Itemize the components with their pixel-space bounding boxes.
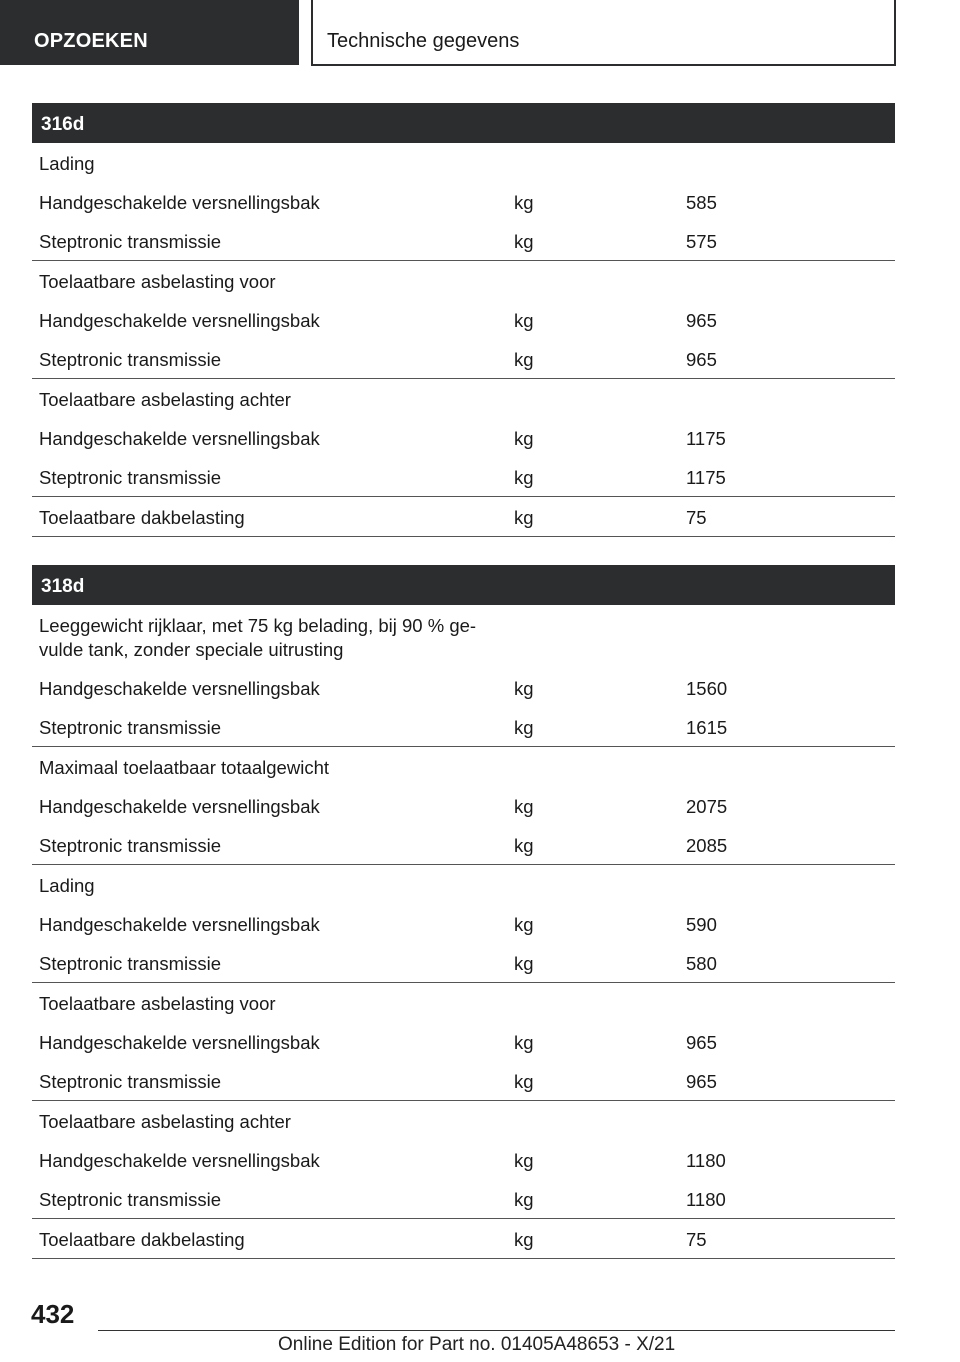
table-row — [32, 707, 895, 746]
row-value: 965 — [686, 1032, 717, 1053]
row-label: Handgeschakelde versnellingsbak — [39, 428, 320, 449]
table-row — [32, 221, 895, 260]
row-label: Toelaatbare dakbelasting — [39, 507, 245, 528]
table-header — [32, 103, 895, 143]
row-value: 965 — [686, 310, 717, 331]
table-row — [32, 983, 895, 1022]
table-row — [32, 1219, 895, 1258]
row-label: Steptronic transmissie — [39, 1071, 221, 1092]
row-value: 75 — [686, 1229, 707, 1250]
table-row — [32, 605, 895, 668]
row-unit: kg — [514, 310, 534, 331]
spec-group — [32, 1101, 895, 1219]
row-unit: kg — [514, 428, 534, 449]
model-name: 316d — [41, 114, 85, 135]
spec-group — [32, 747, 895, 865]
table-row — [32, 904, 895, 943]
row-label: Toelaatbare asbelasting voor — [39, 271, 276, 292]
table-row — [32, 182, 895, 221]
row-value: 1615 — [686, 717, 728, 738]
table-body — [32, 605, 895, 1259]
row-unit: kg — [514, 1189, 534, 1210]
row-value: 575 — [686, 231, 717, 252]
model-name: 318d — [41, 576, 85, 597]
row-value: 1560 — [686, 678, 728, 699]
row-unit: kg — [514, 796, 534, 817]
footer-divider — [98, 1330, 895, 1331]
table-row — [32, 261, 895, 300]
table-row — [32, 457, 895, 496]
row-label: Steptronic transmissie — [39, 953, 221, 974]
spec-group — [32, 1219, 895, 1259]
table-row — [32, 1101, 895, 1140]
spec-group — [32, 497, 895, 537]
row-value: 1175 — [686, 428, 726, 449]
spec-group — [32, 379, 895, 497]
row-unit: kg — [514, 231, 534, 252]
table-row — [32, 339, 895, 378]
table-row — [32, 865, 895, 904]
row-value: 965 — [686, 1071, 717, 1092]
row-unit: kg — [514, 192, 534, 213]
table-row — [32, 825, 895, 864]
table-row — [32, 300, 895, 339]
row-unit: kg — [514, 1229, 534, 1250]
row-label: Steptronic transmissie — [39, 231, 221, 252]
chapter-title: Technische gegevens — [327, 30, 520, 52]
row-label: Toelaatbare asbelasting achter — [39, 1111, 291, 1132]
row-label: Steptronic transmissie — [39, 1189, 221, 1210]
chapter-header — [311, 0, 896, 66]
row-value: 2085 — [686, 835, 728, 856]
spec-group — [32, 143, 895, 261]
table-header — [32, 565, 895, 605]
spec-group — [32, 865, 895, 983]
row-label: Steptronic transmissie — [39, 717, 221, 738]
row-label: Handgeschakelde versnellingsbak — [39, 796, 320, 817]
row-value: 1180 — [686, 1150, 726, 1171]
row-label: Steptronic transmissie — [39, 835, 221, 856]
row-label: Toelaatbare asbelasting voor — [39, 993, 276, 1014]
table-row — [32, 943, 895, 982]
row-unit: kg — [514, 1032, 534, 1053]
table-row — [32, 1022, 895, 1061]
table-row — [32, 497, 895, 536]
row-label: Lading — [39, 875, 95, 896]
page-number: 432 — [31, 1299, 75, 1329]
row-unit: kg — [514, 678, 534, 699]
row-unit: kg — [514, 717, 534, 738]
row-label: Toelaatbare asbelasting achter — [39, 389, 291, 410]
row-value: 590 — [686, 914, 717, 935]
spec-group — [32, 261, 895, 379]
row-label: Maximaal toelaatbaar totaalgewicht — [39, 757, 329, 778]
row-unit: kg — [514, 953, 534, 974]
row-label: Leeggewicht rijklaar, met 75 kg belading, bij 90 % ge- vulde tank, zonder speciale uitrusting — [39, 615, 477, 660]
row-label: Toelaatbare dakbelasting — [39, 1229, 245, 1250]
row-value: 965 — [686, 349, 717, 370]
row-label: Handgeschakelde versnellingsbak — [39, 192, 320, 213]
row-label: Lading — [39, 153, 95, 174]
table-row — [32, 143, 895, 182]
table-row — [32, 1179, 895, 1218]
row-label: Handgeschakelde versnellingsbak — [39, 678, 320, 699]
row-value: 75 — [686, 507, 707, 528]
table-row — [32, 747, 895, 786]
row-label: Steptronic transmissie — [39, 467, 221, 488]
row-value: 585 — [686, 192, 717, 213]
row-label: Handgeschakelde versnellingsbak — [39, 310, 320, 331]
row-unit: kg — [514, 914, 534, 935]
table-row — [32, 418, 895, 457]
row-unit: kg — [514, 1071, 534, 1092]
spec-table-318d — [32, 565, 895, 1259]
table-row — [32, 786, 895, 825]
row-label: Handgeschakelde versnellingsbak — [39, 1150, 320, 1171]
table-row — [32, 1061, 895, 1100]
section-tab-label: OPZOEKEN — [34, 30, 148, 52]
row-unit: kg — [514, 467, 534, 488]
spec-table-316d — [32, 103, 895, 537]
row-value: 2075 — [686, 796, 728, 817]
row-value: 1180 — [686, 1189, 726, 1210]
spec-group — [32, 983, 895, 1101]
table-body — [32, 143, 895, 537]
table-row — [32, 668, 895, 707]
row-label: Steptronic transmissie — [39, 349, 221, 370]
row-unit: kg — [514, 507, 534, 528]
row-value: 1175 — [686, 467, 726, 488]
edition-note: Online Edition for Part no. 01405A48653 - X/21 — [278, 1334, 676, 1355]
row-unit: kg — [514, 1150, 534, 1171]
row-unit: kg — [514, 349, 534, 370]
table-row — [32, 1140, 895, 1179]
row-unit: kg — [514, 835, 534, 856]
row-label: Handgeschakelde versnellingsbak — [39, 914, 320, 935]
table-row — [32, 379, 895, 418]
row-value: 580 — [686, 953, 717, 974]
section-tab — [0, 0, 299, 65]
row-label: Handgeschakelde versnellingsbak — [39, 1032, 320, 1053]
spec-group — [32, 605, 895, 747]
